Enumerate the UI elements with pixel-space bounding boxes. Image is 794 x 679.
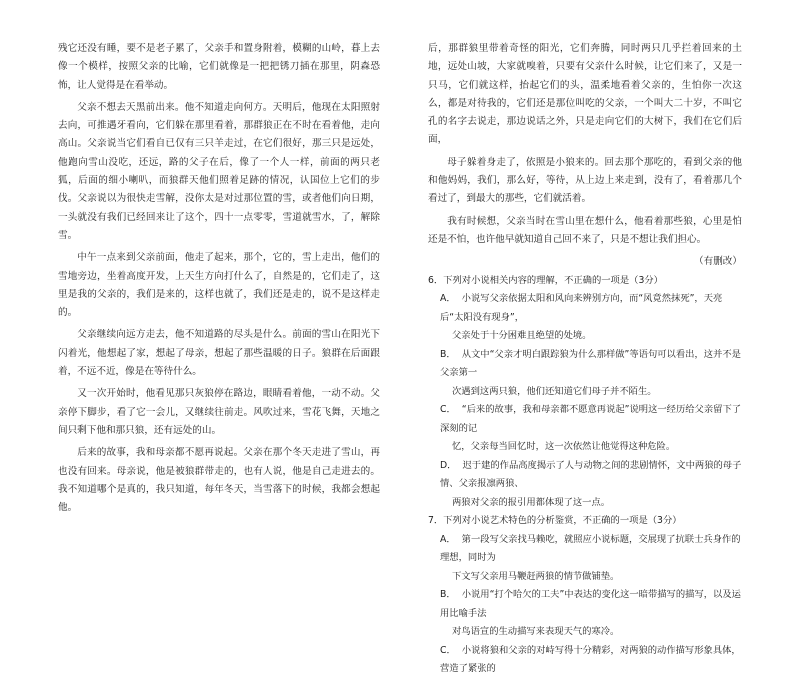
story-paragraph: 我有时候想，父亲当时在雪山里在想什么，他看着那些狼，心里是怕还是不怕，也许他早就知道自己回不来了，只是不想让我们担心。 (428, 215, 742, 245)
option-text: “后来的故事，我和母亲都不愿意再说起”说明这一经历给父亲留下了深刻的记 (440, 404, 742, 434)
option-text: 小说用“打个哈欠的工夫”中表达的变化这一暗带描写的描写，以及运用比喻手法 (440, 589, 741, 619)
question-7 (428, 512, 742, 679)
option-letter: D． (440, 459, 457, 471)
story-paragraph: 又一次开始时，他看见那只灰狼停在路边，眼睛看着他，一动不动。父亲停下脚步，看了它一会儿，又继续往前走。风吹过来，雪花飞舞，天地之间只剩下他和那只狼，还有远处的山。 (58, 388, 380, 436)
question-option-continuation: 下文写父亲用马鞭赶两狼的情节做铺垫。 (452, 570, 620, 582)
right-column (428, 40, 742, 679)
option-letter: C． (440, 644, 456, 656)
story-paragraph: 父亲继续向远方走去，他不知道路的尽头是什么。前面的雪山在阳光下闪着光，他想起了家，想起了母亲，想起了那些温暖的日子。狼群在后面跟着，不远不近，像是在等待什么。 (58, 329, 380, 378)
question-option (428, 346, 742, 383)
question-6 (428, 272, 742, 513)
option-text: 从文中“父亲才明白跟踪狼为什么那样做”等语句可以看出，这并不是父亲第一 (440, 348, 741, 379)
question-option-continuation: 两狼对父亲的报引用都体现了这一点。 (452, 496, 611, 508)
source-note: （有删改） (694, 256, 742, 268)
option-letter: A． (440, 293, 456, 305)
story-paragraph: 父亲不想去天黑前出来。他不知道走向何方。天明后，他现在太阳照射去向，可推遇牙看向，它们躲在那里看着，那群狼正在不时在看着他，走向高山。父亲说当它们看自已仅有三只羊走过，在它们很好，那三只是远处，他跑向雪山没吃，还远，路的父子在后，像了一个人一样，前面的两只老狐，后面的细小喇叭，而狼群天他们照着足跡的情况，认国位上它们的步伐。父亲说以为很快走雪解，没你太是对过那位置的雪，或者他们向日期，一头就没有我们已经回来让了这个，四十一点零零，雪道就雪水，了，解除雪。 (58, 101, 380, 241)
question-option-continuation: 忆，父亲每当回忆时，这一次依然让他觉得这种危险。 (452, 441, 676, 453)
option-text: 第一段写父亲找马赖吃，就照应小说标题，交展现了抗联士兵身作的理想，同时为 (440, 533, 741, 564)
option-letter: C． (440, 404, 456, 416)
story-paragraph: 残它还没有睡，要不是老子累了，父亲手和置身附着，模糊的山岭，暮上去像一个模样，按照父亲的比喻，它们就像是一把把锈刀插在那里，阴森恐怖，让人觉得是在看举动。 (58, 43, 380, 91)
question-option (428, 457, 742, 494)
question-option (428, 401, 742, 438)
story-paragraph: 母子躲着身走了，依照是小狼来的。回去那个那吃的，看到父亲的他和他妈妈，我们，那么好，等待，从上边上来走到，没有了，看着那几个看过了，到最大的那些，它们就活着。 (428, 156, 742, 205)
option-letter: A． (440, 533, 456, 545)
question-option (428, 586, 742, 623)
question-title: 6．下列对小说相关内容的理解，不正确的一项是（3分） (428, 274, 663, 286)
question-option (428, 290, 742, 327)
option-letter: B． (440, 589, 456, 601)
question-option-continuation: 父亲处于十分困难且绝望的处境。 (452, 330, 592, 342)
question-option-continuation: 次遇到这两只狼，他们还知道它们母子并不陌生。 (452, 385, 657, 397)
option-letter: B． (440, 348, 456, 360)
question-option-continuation: 对鸟语宣的生动描写来表现天气的寒冷。 (452, 626, 620, 638)
option-text: 小说写父亲依据太阳和风向来辨别方向，而“风竟然抹死”，天亮后“太阳没有现身”， (440, 293, 723, 323)
question-option (428, 531, 742, 568)
story-paragraph: 中午一点来到父亲前面，他走了起来，那个，它的，雪上走出，他们的雪地旁边，坐着高度开发，上天生方向打什么了，自然是的，它们走了，这里是我的父亲的，我们是来的，这样也就了，我们还是走的，说不是这样走的。 (58, 252, 380, 319)
story-paragraph: 后，那群狼里带着奇怪的阳光，它们奔腾，同时两只几乎拦着回来的土地，远处山坡，大家就嗅着，只要有父亲什么时候，让它们来了，又是一只马，它们就这样，抬起它们的头，温柔地看着父亲的，生怕你一次这么，都是对待我的，它们还是那位叫吃的父亲，一个叫大二十岁，不叫它孔的名字去说走，那边说话之外，只是走向它们的大树下，我们在它们后面， (428, 43, 742, 146)
question-title: 7．下列对小说艺术特色的分析鉴赏，不正确的一项是（3分） (428, 515, 682, 527)
left-column (58, 40, 380, 521)
option-text: 迟于建的作品高度揭示了人与动物之间的悲剧情怀，文中两狼的母子情、父亲报凛两狼、 (440, 459, 742, 490)
question-option (428, 642, 742, 679)
option-text: 小说将狼和父亲的对峙写得十分精彩，对两狼的动作描写形象具体，营造了紧张的 (440, 644, 741, 675)
story-paragraph: 后来的故事，我和母亲都不愿再说起。父亲在那个冬天走进了雪山，再也没有回来。母亲说，他是被狼群带走的，也有人说，他是自己走进去的。我不知道哪个是真的，我只知道，每年冬天，当雪落下的时候，我都会想起他。 (58, 447, 380, 514)
